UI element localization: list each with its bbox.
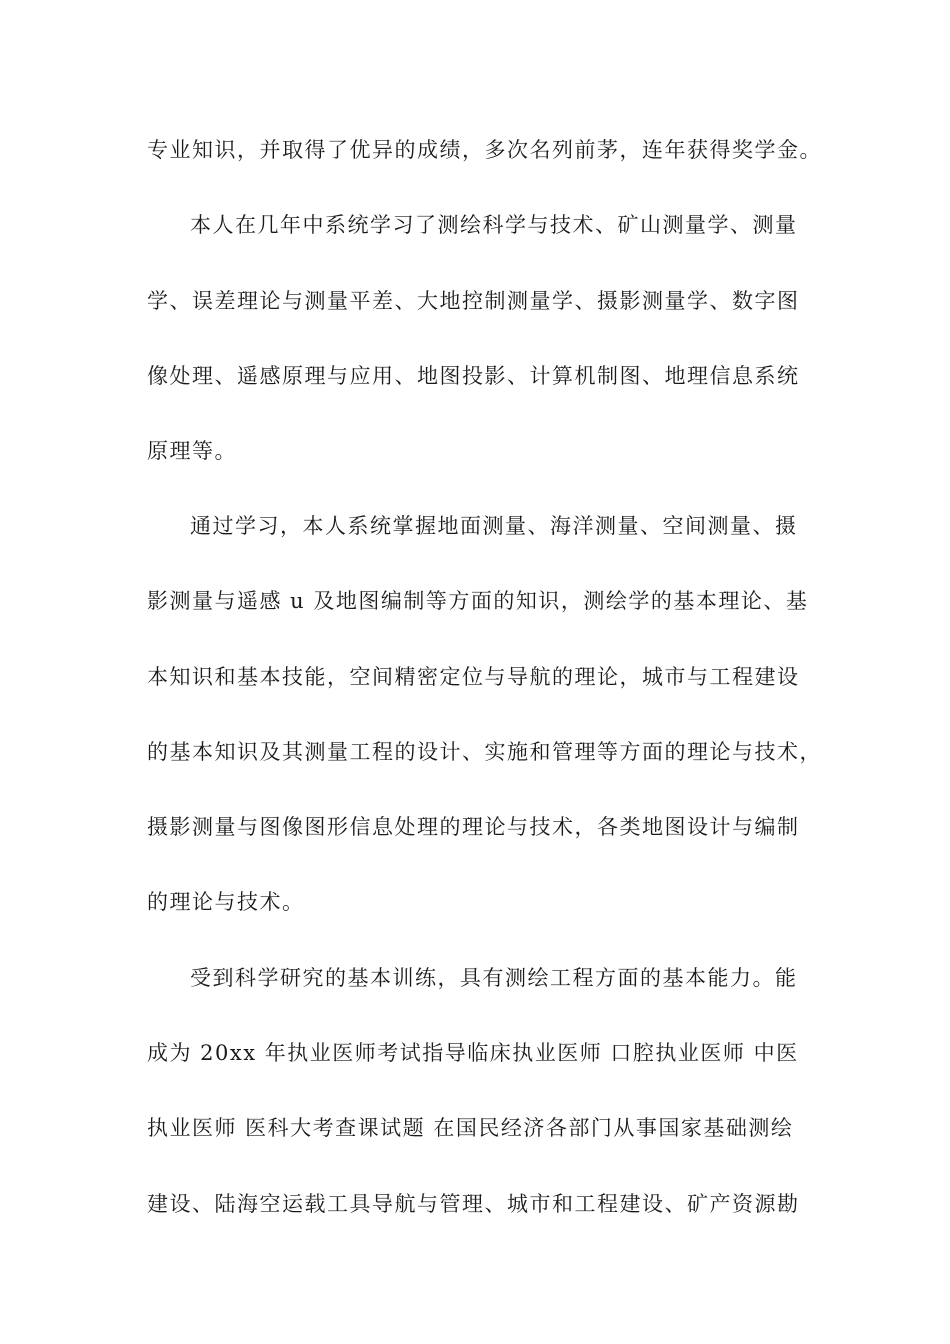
text-line: 的基本知识及其测量工程的设计、实施和管理等方面的理论与技术， <box>147 740 822 764</box>
text-line: 像处理、遥感原理与应用、地图投影、计算机制图、地理信息系统 <box>147 364 800 388</box>
text-line: 影测量与遥感 u 及地图编制等方面的知识，测绘学的基本理论、基 <box>147 589 809 613</box>
text-line: 原理等。 <box>147 439 237 463</box>
text-line: 摄影测量与图像图形信息处理的理论与技术，各类地图设计与编制 <box>147 815 800 839</box>
text-line: 执业医师 医科大考查课试题 在国民经济各部门从事国家基础测绘 <box>147 1116 794 1140</box>
text-line: 成为 20xx 年执业医师考试指导临床执业医师 口腔执业医师 中医 <box>147 1041 799 1065</box>
text-line: 专业知识，并取得了优异的成绩，多次名列前茅，连年获得奖学金。 <box>147 138 822 162</box>
text-line: 本知识和基本技能，空间精密定位与导航的理论，城市与工程建设 <box>147 665 800 689</box>
text-line: 本人在几年中系统学习了测绘科学与技术、矿山测量学、测量 <box>190 213 798 237</box>
text-line: 受到科学研究的基本训练，具有测绘工程方面的基本能力。能 <box>190 966 798 990</box>
text-line: 的理论与技术。 <box>147 890 305 914</box>
text-line: 学、误差理论与测量平差、大地控制测量学、摄影测量学、数字图 <box>147 289 800 313</box>
text-line: 建设、陆海空运载工具导航与管理、城市和工程建设、矿产资源勘 <box>147 1192 800 1216</box>
text-line: 通过学习，本人系统掌握地面测量、海洋测量、空间测量、摄 <box>190 514 798 538</box>
